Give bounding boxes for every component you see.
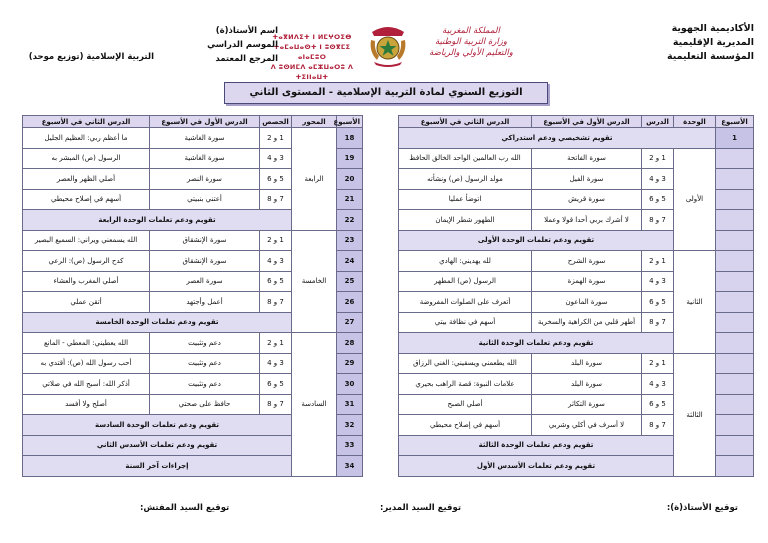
ministry-arabic-logo <box>416 26 526 59</box>
evaluation-cell: تقويم ودعم تعلمات الوحدة الخامسة <box>23 312 292 333</box>
lesson2-cell: أتقن عملي <box>23 292 150 313</box>
lesson2-cell: كدح الرسول (ص): الرعي <box>23 251 150 272</box>
week-cell: 1 <box>716 128 754 149</box>
lesson1-cell: سورة الإنشقاق <box>150 230 260 251</box>
lesson1-cell: حافظ على صحتي <box>150 394 260 415</box>
lesson1-cell: لا أشرك بربي أحدا قولا وعملا <box>532 210 642 231</box>
lesson1-cell: سورة الفاتحة <box>532 148 642 169</box>
evaluation-cell: تقويم ودعم تعلمات الوحدة الرابعة <box>23 210 292 231</box>
lesson2-cell: الطهور شطر الإيمان <box>399 210 532 231</box>
directorate-label: المديرية الإقليمية <box>672 37 754 48</box>
unit-cell: الثالثة <box>674 353 716 476</box>
periods-cell: 1 و 2 <box>260 128 292 149</box>
table-row <box>399 353 754 374</box>
tifinagh-line-3: ⴷ ⵓⵙⵍⵎⴷ ⴰⵎⵣⵡⴰⵔⵓ ⴷ ⵜⵉⵏⵏⴰⵡⵜ <box>270 63 354 81</box>
week-cell: 23 <box>337 230 363 251</box>
week-cell: 28 <box>337 333 363 354</box>
periods-cell: 1 و 2 <box>642 148 674 169</box>
lesson1-cell: دعم وتثبيت <box>150 374 260 395</box>
semester-2-table <box>22 115 363 477</box>
lesson2-cell: الرسول (ص) المبشر به <box>23 148 150 169</box>
periods-cell: 7 و 8 <box>260 189 292 210</box>
periods-cell: 1 و 2 <box>642 353 674 374</box>
school-year-label: الموسم الدراسي <box>207 40 278 50</box>
lesson1-cell: أعتني بنبيتي <box>150 189 260 210</box>
lesson2-cell: ما أعظم ربي: العظيم الجليل <box>23 128 150 149</box>
lesson2-cell: أذكر الله: أسبح الله في صلاتي <box>23 374 150 395</box>
col-periods: الحصص <box>260 116 292 128</box>
table-row <box>23 230 363 251</box>
lesson1-cell: سورة الغاشية <box>150 128 260 149</box>
periods-cell: 5 و 6 <box>642 394 674 415</box>
periods-cell: 3 و 4 <box>260 353 292 374</box>
inspector-signature: توقيع السيد المفتش: <box>140 503 230 513</box>
col-lesson1: الدرس الأول في الأسبوع <box>150 116 260 128</box>
lesson2-cell: أصلي الظهر والعصر <box>23 169 150 190</box>
lesson1-cell: سورة الماعون <box>532 292 642 313</box>
lesson1-cell: دعم وتثبيت <box>150 333 260 354</box>
periods-cell: 7 و 8 <box>260 394 292 415</box>
week-cell <box>716 456 754 477</box>
lesson2-cell: أصلي الصبح <box>399 394 532 415</box>
week-cell: 21 <box>337 189 363 210</box>
table-row <box>399 148 754 169</box>
lesson2-cell: الله يسمعني ويراني: السميع البصير <box>23 230 150 251</box>
unit-cell: الخامسة <box>292 230 337 333</box>
lesson1-cell: سورة قريش <box>532 189 642 210</box>
unit-cell: الأولى <box>674 148 716 251</box>
school-label: المؤسسة التعليمية <box>666 51 754 62</box>
periods-cell: 5 و 6 <box>642 189 674 210</box>
reference-value: التربية الإسلامية (توزيع موحد) <box>28 52 154 62</box>
lesson2-cell: أصلي المغرب والعشاء <box>23 271 150 292</box>
week-cell: 33 <box>337 435 363 456</box>
periods-cell: 7 و 8 <box>642 415 674 436</box>
lesson1-cell: أعمل وأجتهد <box>150 292 260 313</box>
evaluation-cell: تقويم ودعم تعلمات الوحدة الأولى <box>399 230 674 251</box>
week-cell <box>716 353 754 374</box>
ministry-label: وزارة التربية الوطنية <box>434 37 508 47</box>
lesson1-cell: سورة الشرح <box>532 251 642 272</box>
moroccan-coat-of-arms-icon <box>368 22 408 68</box>
week-cell <box>716 271 754 292</box>
page-title: التوزيع السنوي لمادة التربية الإسلامية - المستوى الثاني <box>224 82 548 104</box>
periods-cell: 3 و 4 <box>642 169 674 190</box>
week-cell: 24 <box>337 251 363 272</box>
week-cell <box>716 333 754 354</box>
teacher-signature: توقيع الأستاذ(ة): <box>666 503 738 513</box>
ministry-tifinagh-logo <box>266 32 358 82</box>
evaluation-cell: إجراءات آخر السنة <box>23 456 292 477</box>
lesson2-cell: اتوضأ عمليا <box>399 189 532 210</box>
semester-1-table <box>398 115 754 477</box>
lesson2-cell: أسهم في إصلاح محيطي <box>399 415 532 436</box>
week-cell: 29 <box>337 353 363 374</box>
lesson1-cell: لا أسرف في أكلي وشربي <box>532 415 642 436</box>
periods-cell: 3 و 4 <box>260 251 292 272</box>
evaluation-cell: تقويم ودعم تعلمات الوحدة الثانية <box>399 333 674 354</box>
kingdom-label: المملكة المغربية <box>442 26 500 36</box>
lesson1-cell: سورة الإنشقاق <box>150 251 260 272</box>
week-cell: 22 <box>337 210 363 231</box>
week-cell: 32 <box>337 415 363 436</box>
week-cell <box>716 415 754 436</box>
ministry-label-2: والتعليم الأولي والرياضة <box>429 48 513 58</box>
lesson1-cell: سورة البلد <box>532 353 642 374</box>
lesson2-cell: أسهم في نظافة بيتي <box>399 312 532 333</box>
week-cell <box>716 394 754 415</box>
periods-cell: 3 و 4 <box>642 271 674 292</box>
week-cell: 27 <box>337 312 363 333</box>
academy-label: الأكاديمية الجهوية <box>671 23 754 34</box>
lesson2-cell: الله رب العالمين الواحد الخالق الحافظ <box>399 148 532 169</box>
unit-cell: الرابعة <box>292 128 337 231</box>
week-cell <box>716 292 754 313</box>
col-lesson2: الدرس الثاني في الأسبوع <box>399 116 532 128</box>
periods-cell: 5 و 6 <box>260 271 292 292</box>
periods-cell: 1 و 2 <box>642 251 674 272</box>
week-cell: 19 <box>337 148 363 169</box>
week-cell <box>716 189 754 210</box>
col-lesson2: الدرس الثاني في الأسبوع <box>23 116 150 128</box>
table-row <box>399 128 754 149</box>
lesson1-cell: دعم وتثبيت <box>150 353 260 374</box>
col-week: الأسبوع <box>337 116 363 128</box>
lesson2-cell: مولد الرسول (ص) ونشأته <box>399 169 532 190</box>
week-cell <box>716 169 754 190</box>
lesson2-cell: أسهم في إصلاح محيطي <box>23 189 150 210</box>
lesson2-cell: الله يطعمني ويسقيني: الغني الرزاق <box>399 353 532 374</box>
week-cell <box>716 251 754 272</box>
teacher-name-label: اسم الأستاذ(ة) <box>215 26 278 36</box>
periods-cell: 3 و 4 <box>642 374 674 395</box>
week-cell <box>716 374 754 395</box>
institution-block <box>624 22 754 64</box>
periods-cell: 5 و 6 <box>642 292 674 313</box>
week-cell: 20 <box>337 169 363 190</box>
lesson1-cell: سورة الهمزة <box>532 271 642 292</box>
col-periods: الدرس <box>642 116 674 128</box>
week-cell: 25 <box>337 271 363 292</box>
evaluation-cell: تقويم ودعم تعلمات الوحدة الثالثة <box>399 435 674 456</box>
evaluation-cell: تقويم ودعم تعلمات الأسدس الأول <box>399 456 674 477</box>
evaluation-cell: تقويم ودعم تعلمات الأسدس الثاني <box>23 435 292 456</box>
unit-cell: السادسة <box>292 333 337 477</box>
director-signature: توقيع السيد المدير: <box>380 503 462 513</box>
lesson1-cell: سورة الغاشية <box>150 148 260 169</box>
periods-cell: 5 و 6 <box>260 374 292 395</box>
periods-cell: 7 و 8 <box>260 292 292 313</box>
week-cell: 31 <box>337 394 363 415</box>
tifinagh-line-1: ⵜⴰⴳⵍⴷⵉⵜ ⵏ ⵍⵎⵖⵔⵉⴱ <box>272 33 352 41</box>
lesson1-cell: أطهر قلبي من الكراهية والسخرية <box>532 312 642 333</box>
table-row <box>23 333 363 354</box>
col-unit: الوحدة <box>674 116 716 128</box>
lesson2-cell: أتعرف على الصلوات المفروضة <box>399 292 532 313</box>
col-lesson1: الدرس الأول في الأسبوع <box>532 116 642 128</box>
periods-cell: 1 و 2 <box>260 230 292 251</box>
week-cell <box>716 210 754 231</box>
week-cell <box>716 148 754 169</box>
table-row <box>399 251 754 272</box>
lesson2-cell: الرسول (ص) المطهر <box>399 271 532 292</box>
unit-cell: الثانية <box>674 251 716 354</box>
week-cell: 34 <box>337 456 363 477</box>
table-row <box>23 128 363 149</box>
lesson2-cell: أصلح ولا أفسد <box>23 394 150 415</box>
tifinagh-line-2: ⵜⴰⵎⴰⵡⴰⵙⵜ ⵏ ⵓⵙⴳⵎⵉ ⴰⵏⴰⵎⵓⵔ <box>273 43 351 61</box>
periods-cell: 3 و 4 <box>260 148 292 169</box>
evaluation-cell: تقويم تشخيصي ودعم استدراكي <box>399 128 716 149</box>
lesson2-cell: علامات النبوة: قصة الراهب بحيري <box>399 374 532 395</box>
periods-cell: 1 و 2 <box>260 333 292 354</box>
week-cell: 18 <box>337 128 363 149</box>
periods-cell: 5 و 6 <box>260 169 292 190</box>
week-cell <box>716 312 754 333</box>
reference-label: المرجع المعتمد <box>215 54 278 64</box>
teacher-info-block <box>158 24 278 66</box>
lesson1-cell: سورة الفيل <box>532 169 642 190</box>
periods-cell: 7 و 8 <box>642 312 674 333</box>
lesson1-cell: سورة النصر <box>150 169 260 190</box>
week-cell <box>716 230 754 251</box>
week-cell: 26 <box>337 292 363 313</box>
lesson1-cell: سورة العصر <box>150 271 260 292</box>
evaluation-cell: تقويم ودعم تعلمات الوحدة السادسة <box>23 415 292 436</box>
col-axis: المحور <box>292 116 337 128</box>
lesson1-cell: سورة التكاثر <box>532 394 642 415</box>
week-cell: 30 <box>337 374 363 395</box>
col-week: الأسبوع <box>716 116 754 128</box>
periods-cell: 7 و 8 <box>642 210 674 231</box>
lesson2-cell: الله يعطيني: المعطي - المانع <box>23 333 150 354</box>
week-cell <box>716 435 754 456</box>
lesson2-cell: أحب رسول الله (ص): أقتدي به <box>23 353 150 374</box>
lesson1-cell: سورة البلد <box>532 374 642 395</box>
lesson2-cell: لله يهديني: الهادي <box>399 251 532 272</box>
